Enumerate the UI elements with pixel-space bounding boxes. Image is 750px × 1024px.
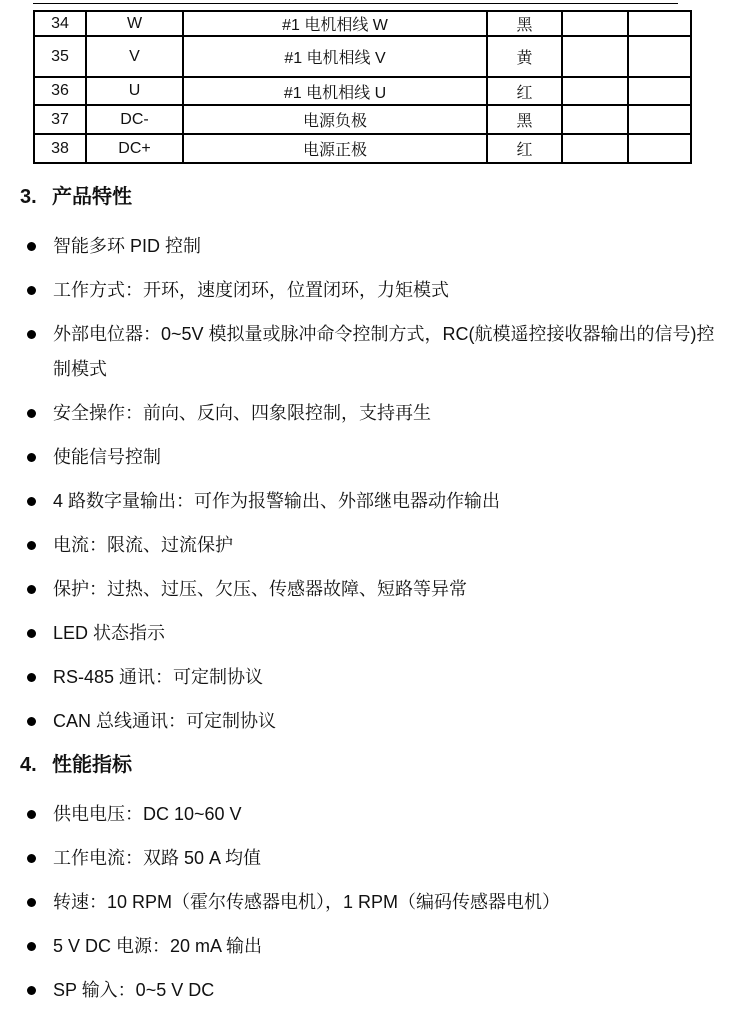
- bullet-icon: [27, 396, 53, 431]
- bullet-line: RS-485 通讯：可定制协议: [53, 667, 264, 687]
- pin-number-cell: 34: [34, 11, 86, 36]
- bullet-text: [53, 572, 467, 607]
- bullet-item: [0, 841, 750, 876]
- bullet-icon: [27, 528, 53, 563]
- bullet-line: 保护：过热、过压、欠压、传感器故障、短路等异常: [53, 579, 467, 599]
- pin-number-cell: 36: [34, 77, 86, 105]
- empty-cell: [628, 134, 691, 163]
- bullet-line: 5 V DC 电源：20 mA 输出: [53, 936, 263, 956]
- bullet-icon: [27, 273, 53, 308]
- pin-description-cell: 电源负极: [183, 105, 487, 134]
- pin-label-cell: DC-: [86, 105, 183, 134]
- bullet-text: [53, 704, 276, 739]
- bullet-item: [0, 528, 750, 563]
- bullet-line: 工作电流：双路 50 A 均值: [53, 848, 262, 868]
- section-heading: [0, 180, 750, 215]
- bullet-icon: [27, 484, 53, 519]
- wire-color-cell: 黑: [487, 105, 562, 134]
- pin-number-cell: 38: [34, 134, 86, 163]
- table-top-divider: [33, 3, 678, 4]
- bullet-line: 电流：限流、过流保护: [53, 535, 233, 555]
- bullet-item: [0, 704, 750, 739]
- bullet-icon: [27, 572, 53, 607]
- wire-color-cell: 黑: [487, 11, 562, 36]
- bullet-item: [0, 396, 750, 431]
- bullet-text: [53, 229, 201, 264]
- section-heading: [0, 748, 750, 783]
- pin-label-cell: W: [86, 11, 183, 36]
- empty-cell: [628, 105, 691, 134]
- pin-description-cell: #1 电机相线 U: [183, 77, 487, 105]
- pin-label-cell: V: [86, 36, 183, 77]
- bullet-icon: [27, 797, 53, 832]
- bullet-text: [53, 273, 449, 308]
- bullet-line: LED 状态指示: [53, 623, 166, 643]
- bullet-line: SP 输入：0~5 V DC: [53, 980, 215, 1000]
- bullet-text: [53, 929, 262, 964]
- pin-label-cell: DC+: [86, 134, 183, 163]
- bullet-text: [53, 660, 263, 695]
- bullet-item: [0, 484, 750, 519]
- wiring-table: [33, 10, 692, 164]
- bullet-text: [53, 797, 242, 832]
- bullet-text: [53, 885, 560, 920]
- bullet-item: [0, 929, 750, 964]
- bullet-line: CAN 总线通讯：可定制协议: [53, 711, 277, 731]
- bullet-icon: [27, 616, 53, 651]
- pin-number-cell: 37: [34, 105, 86, 134]
- bullet-icon: [27, 660, 53, 695]
- bullet-line: 4 路数字量输出：可作为报警输出、外部继电器动作输出: [53, 491, 501, 511]
- empty-cell: [562, 105, 628, 134]
- bullet-text: [53, 973, 214, 1008]
- pin-label-cell: U: [86, 77, 183, 105]
- bullet-icon: [27, 841, 53, 876]
- wiring-table-body: [34, 11, 691, 163]
- pin-description-cell: #1 电机相线 V: [183, 36, 487, 77]
- table-row: [34, 36, 691, 77]
- section-number: 4.: [20, 754, 37, 776]
- empty-cell: [562, 134, 628, 163]
- bullet-item: [0, 229, 750, 264]
- bullet-item: [0, 440, 750, 475]
- bullet-icon: [27, 317, 53, 387]
- pin-description-cell: #1 电机相线 W: [183, 11, 487, 36]
- bullet-item: [0, 616, 750, 651]
- empty-cell: [562, 36, 628, 77]
- table-row: [34, 105, 691, 134]
- bullet-text: [53, 528, 233, 563]
- bullet-line: 使能信号控制: [53, 447, 161, 467]
- empty-cell: [562, 11, 628, 36]
- bullet-line: 工作方式：开环，速度闭环，位置闭环，力矩模式: [53, 280, 449, 300]
- section-number: 3.: [20, 186, 37, 208]
- bullet-item: [0, 273, 750, 308]
- bullet-text: [53, 440, 161, 475]
- bullet-icon: [27, 229, 53, 264]
- table-row: [34, 134, 691, 163]
- table-row: [34, 77, 691, 105]
- bullet-text: [53, 841, 261, 876]
- wire-color-cell: 红: [487, 134, 562, 163]
- bullet-line: 安全操作：前向、反向、四象限控制，支持再生: [53, 403, 431, 423]
- bullet-item: [0, 317, 750, 387]
- bullet-item: [0, 572, 750, 607]
- pin-number-cell: 35: [34, 36, 86, 77]
- bullet-item: [0, 885, 750, 920]
- bullet-item: [0, 973, 750, 1008]
- pin-description-cell: 电源正极: [183, 134, 487, 163]
- bullet-line: 转速：10 RPM（霍尔传感器电机），1 RPM（编码传感器电机）: [53, 892, 561, 912]
- bullet-line: 外部电位器：0~5V 模拟量或脉冲命令控制方式，RC(航模遥控接收器输出的信号)控: [53, 324, 715, 344]
- bullet-item: [0, 797, 750, 832]
- section-title: 性能指标: [52, 754, 132, 776]
- bullet-line: 智能多环 PID 控制: [53, 236, 202, 256]
- table-row: [34, 11, 691, 36]
- bullet-icon: [27, 885, 53, 920]
- content: [0, 180, 750, 1017]
- bullet-text: [53, 396, 431, 431]
- wire-color-cell: 红: [487, 77, 562, 105]
- empty-cell: [628, 77, 691, 105]
- bullet-icon: [27, 704, 53, 739]
- empty-cell: [628, 36, 691, 77]
- bullet-text: [53, 616, 165, 651]
- bullet-text: [53, 317, 715, 387]
- section-title: 产品特性: [52, 186, 132, 208]
- bullet-item: [0, 660, 750, 695]
- bullet-line: 制模式: [53, 359, 107, 379]
- bullet-text: [53, 484, 500, 519]
- bullet-line: 供电电压：DC 10~60 V: [53, 804, 242, 824]
- empty-cell: [628, 11, 691, 36]
- bullet-icon: [27, 440, 53, 475]
- empty-cell: [562, 77, 628, 105]
- bullet-icon: [27, 929, 53, 964]
- wire-color-cell: 黄: [487, 36, 562, 77]
- bullet-icon: [27, 973, 53, 1008]
